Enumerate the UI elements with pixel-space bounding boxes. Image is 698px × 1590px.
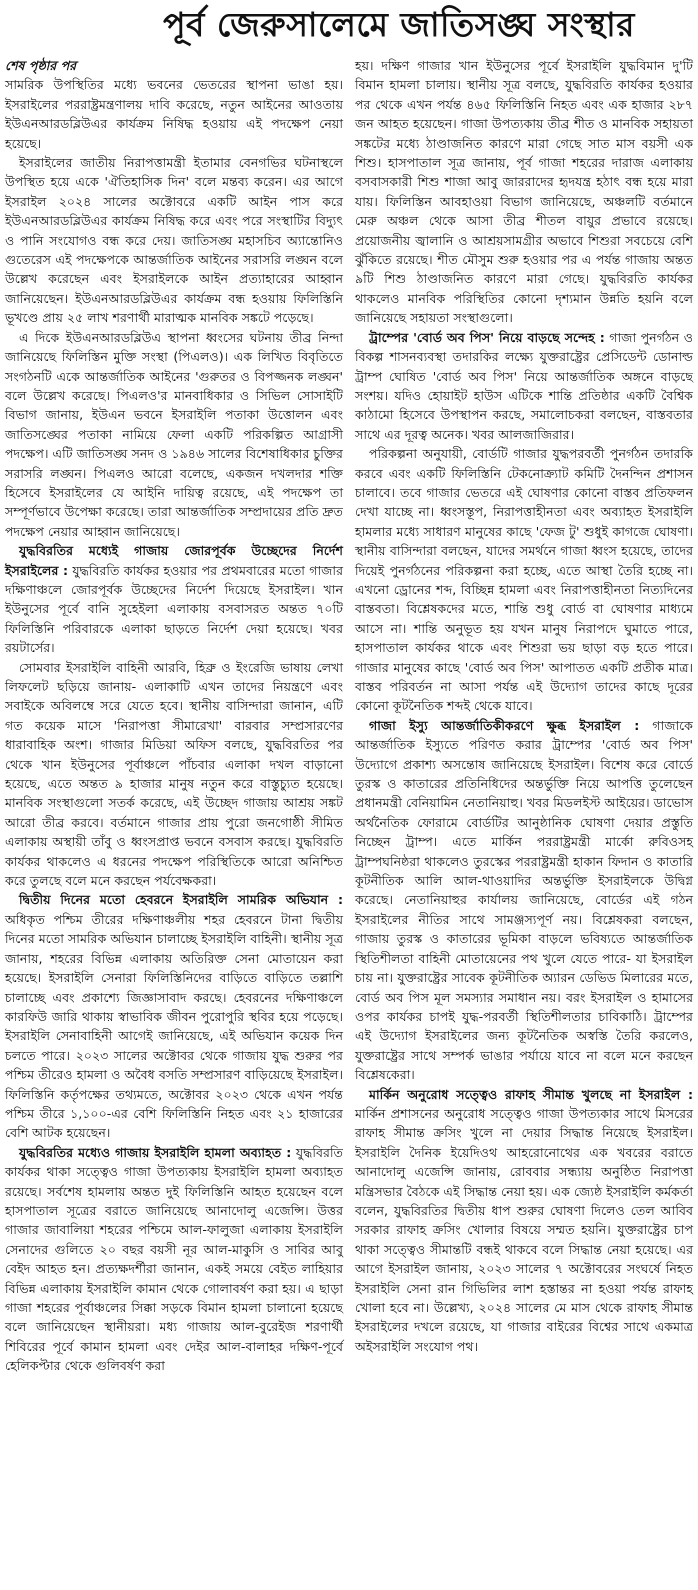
subhead: যুদ্ধবিরতির মধ্যেই গাজায় জোরপূর্বক উচ্ছেদের নির্দেশ ইসরাইলের : [5, 543, 343, 578]
subhead: ট্রাম্পের 'বোর্ড অব পিস' নিয়ে বাড়ছে সন্দেহ : [369, 329, 605, 345]
paragraph [5, 890, 343, 1142]
paragraph [355, 1085, 693, 1357]
paragraph [5, 153, 343, 328]
paragraph-text: গাজাকে আন্তর্জাতিক ইস্যুতে পরিণত করার ট্রাম্পের 'বোর্ড অব পিস' উদ্যোগে প্রকাশ্য অসন্তোষ জানিয়েছে ইসরাইল। বিশেষ করে বোর্ডে তুরস্ক ও কাতারের প্রতিনিধিদের অন্তর্ভুক্তি নিয়ে আপত্তি তুলেছেন প্রধানমন্ত্রী বেনিয়ামিন নেতানিয়াহু। খবর মিডলইস্ট আইয়ের। ডাভোস অর্থনৈতিক ফোরামে বোর্ডটির আনুষ্ঠানিক ঘোষণা দেয়ার প্রস্তুতি নিচ্ছেন ট্রাম্প। এতে মার্কিন পররাষ্ট্রমন্ত্রী মার্কো রুবিওসহ ট্রাম্পঘনিষ্ঠরা থাকলেও তুরস্কের পররাষ্ট্রমন্ত্রী হাকান ফিদান ও কাতারি কূটনীতিক আলি আল-থাওয়াদির অন্তর্ভুক্তি ইসরাইলকে উদ্বিগ্ন করেছে। নেতানিয়াহুর কার্যালয় জানিয়েছে, বোর্ডের এই গঠন ইসরাইলের নীতির সাথে সামঞ্জস্যপূর্ণ নয়। বিশ্লেষকরা বলছেন, গাজায় তুরস্ক ও কাতারের ভূমিকা বাড়লে ভবিষ্যতে আন্তর্জাতিক স্থিতিশীলতা বাহিনী মোতায়েনের পথ খুলে যেতে পারে- যা ইসরাইল চায় না। যুক্তরাষ্ট্রের সাবেক কূটনীতিক অ্যারন ডেভিড মিলারের মতে, বোর্ড অব পিস মূল সমস্যার সমাধান নয়। বরং ইসরাইল ও হামাসের ওপর কার্যকর চাপই যুদ্ধ-পরবর্তী স্থিতিশীলতার চাবিকাঠি। ট্রাম্পের এই উদ্যোগ ইসরাইলের জন্য কূটনৈতিক অস্বস্তি তৈরি করলেও, যুক্তরাষ্ট্রের সাথে সম্পর্ক ভাঙার পর্যায়ে যাবে না বলে মনে করছেন বিশ্লেষকেরা। [355, 717, 693, 1083]
continued-from-label: শেষ পৃষ্ঠার পর [5, 58, 77, 73]
paragraph [355, 444, 693, 716]
paragraph-text: অধিকৃত পশ্চিম তীরের দক্ষিণাঞ্চলীয় শহর হেবরনে টানা দ্বিতীয় দিনের মতো সামরিক অভিযান চালাচ্ছে ইসরাইলি বাহিনী। স্থানীয় সূত্র জানায়, শহরের বিভিন্ন এলাকায় অতিরিক্ত সেনা মোতায়েন করা হয়েছে। ইসরাইলি সেনারা ফিলিস্তিনিদের বাড়িতে বাড়িতে তল্লাশি চালাচ্ছে এবং প্রকাশ্যে জিজ্ঞাসাবাদ করছে। হেবরনের দক্ষিণাঞ্চলে কারফিউ জারি থাকায় স্বাভাবিক জীবন পুরোপুরি স্থবির হয়ে পড়েছে। ইসরাইলি সেনাবাহিনী আগেই জানিয়েছে, এই অভিযান কয়েক দিন চলতে পারে। ২০২৩ সালের অক্টোবর থেকে গাজায় যুদ্ধ শুরুর পর পশ্চিম তীরেও হামলা ও অবৈধ বসতি সম্প্রসারণ বাড়িয়েছে ইসরাইল। ফিলিস্তিনি কর্তৃপক্ষের তথ্যমতে, অক্টোবর ২০২৩ থেকে এখন পর্যন্ত পশ্চিম তীরে ১,১০০-এর বেশি ফিলিস্তিনি নিহত এবং ২১ হাজারের বেশি আটক হয়েছেন। [5, 911, 343, 1141]
paragraph [5, 541, 343, 657]
subhead: যুদ্ধবিরতির মধ্যেও গাজায় ইসরাইলি হামলা অব্যাহত : [19, 1144, 292, 1160]
paragraph [355, 716, 693, 1085]
paragraph-text: সোমবার ইসরাইলি বাহিনী আরবি, হিব্রু ও ইংরেজি ভাষায় লেখা লিফলেট ছড়িয়ে জানায়- এলাকাটি এখন তাদের নিয়ন্ত্রণে এবং সবাইকে অবিলম্বে সরে যেতে হবে। স্থানীয় বাসিন্দারা জানান, এটি গত কয়েক মাসে 'নিরাপত্তা সীমারেখা' বারবার সম্প্রসারণের ধারাবাহিক অংশ। গাজার মিডিয়া অফিস বলছে, যুদ্ধবিরতির পর থেকে খান ইউনুসের পূর্বাঞ্চলে পাঁচবার এলাকা দখল বাড়ানো হয়েছে, এতে অন্তত ৯ হাজার মানুষ নতুন করে বাস্তুচ্যুত হয়েছে। মানবিক সংস্থাগুলো সতর্ক করেছে, এই উচ্ছেদ গাজায় আশ্রয় সঙ্কট আরো তীব্র করবে। বর্তমানে গাজার প্রায় পুরো জনগোষ্ঠী সীমিত এলাকায় অস্থায়ী তাঁবু ও ধ্বংসপ্রাপ্ত ভবনে বসবাস করছে। যুদ্ধবিরতি কার্যকর থাকলেও এ ধরনের পদক্ষেপ পরিস্থিতিকে আরো অনিশ্চিত করে তুলছে বলে মনে করছেন পর্যবেক্ষকরা। [5, 659, 343, 889]
left-column [5, 56, 343, 1376]
paragraph [5, 658, 343, 891]
paragraph-text: পরিকল্পনা অনুযায়ী, বোর্ডটি গাজার যুদ্ধপরবর্তী পুনর্গঠন তদারকি করবে এবং একটি ফিলিস্তিনি টেকনোক্র্যাট কমিটি দৈনন্দিন প্রশাসন চালাবে। তবে গাজার ভেতরে এই ঘোষণার কোনো বাস্তব প্রতিফলন দেখা যাচ্ছে না। ধ্বংসস্তূপ, নিরাপত্তাহীনতা এবং অব্যাহত ইসরাইলি হামলার মধ্যে সাধারণ মানুষের কাছে 'ফেজ টু' শুধুই কাগজে ঘোষণা। স্থানীয় বাসিন্দারা বলছেন, যাদের সমর্থনে গাজা ধ্বংস হয়েছে, তাদের দিয়েই পুনর্গঠনের পরিকল্পনা করা হচ্ছে, এতে আস্থা তৈরি হচ্ছে না। এখনো ড্রোনের শব্দ, বিচ্ছিন্ন হামলা এবং নিরাপত্তাহীনতা নিত্যদিনের বাস্তবতা। বিশ্লেষকদের মতে, শান্তি শুধু বোর্ড বা ঘোষণার মাধ্যমে আসে না। শান্তি অনুভূত হয় যখন মানুষ নিরাপদে ঘুমাতে পারে, হাসপাতাল কার্যকর থাকে এবং শিশুরা ভয় ছাড়া বড় হতে পারে। গাজার মানুষের কাছে 'বোর্ড অব পিস' আপাতত একটি প্রতীক মাত্র। বাস্তব পরিবর্তন না আসা পর্যন্ত এই উদ্যোগ তাদের কাছে দূরের কোনো কূটনৈতিক শব্দই থেকে যাবে। [355, 446, 693, 714]
paragraph-text: যুদ্ধবিরতি কার্যকর থাকা সত্ত্বেও গাজা উপত্যকায় ইসরাইলি হামলা অব্যাহত রয়েছে। সর্বশেষ হামলায় অন্তত দুই ফিলিস্তিনি আহত হয়েছেন বলে হাসপাতাল সূত্রের বরাতে জানিয়েছে আনাদোলু এজেন্সি। উত্তর গাজার জাবালিয়া শহরের পশ্চিমে আল-ফালুজা এলাকায় ইসরাইলি সেনাদের গুলিতে ২০ বছর বয়সী নূর আল-মাকুসি ও সাবির আবু বেইদ আহত হন। প্রত্যক্ষদর্শীরা জানান, একই সময়ে বেইত লাহিয়ার বিভিন্ন এলাকায় ইসরাইলি কামান থেকে গোলাবর্ষণ করা হয়। এ ছাড়া গাজা শহরের পূর্বাঞ্চলের সিক্কা সড়কে বিমান হামলা চালানো হয়েছে বলে জানিয়েছেন স্থানীয়রা। মধ্য গাজায় আল-বুরেইজ শরণার্থী শিবিরের পূর্বে কামান হামলা এবং দেইর আল-বালাহর দক্ষিণ-পূর্বে হেলিকপ্টার থেকে গুলিবর্ষণ করা [5, 1144, 343, 1374]
paragraph [5, 328, 343, 541]
subhead: দ্বিতীয় দিনের মতো হেবরনে ইসরাইলি সামরিক অভিযান : [19, 892, 343, 908]
paragraph-text: হয়। দক্ষিণ গাজার খান ইউনুসের পূর্বে ইসরাইলি যুদ্ধবিমান দু'টি বিমান হামলা চালায়। স্থানীয় সূত্র বলছে, যুদ্ধবিরতি কার্যকর হওয়ার পর থেকে এখন পর্যন্ত ৪৬৫ ফিলিস্তিনি নিহত এবং এক হাজার ২৮৭ জন আহত হয়েছেন। গাজা উপত্যকায় তীব্র শীত ও মানবিক সহায়তা সঙ্কটের মধ্যে ঠাণ্ডাজনিত কারণে মারা গেছে সাত মাস বয়সী এক শিশু। হাসপাতাল সূত্র জানায়, পূর্ব গাজা শহরের দারাজ এলাকায় বসবাসকারী শিশু শাজা আবু জাররাদের হৃদযন্ত্র হঠাৎ বন্ধ হয়ে মারা যায়। ফিলিস্তিন আবহাওয়া বিভাগ জানিয়েছে, অঞ্চলটি বর্তমানে মেরু অঞ্চল থেকে আসা তীব্র শীতল বায়ুর প্রভাবে রয়েছে। প্রয়োজনীয় জ্বালানি ও আশ্রয়সামগ্রীর অভাবে শিশুরা সবচেয়ে বেশি ঝুঁকিতে রয়েছে। শীত মৌসুম শুরু হওয়ার পর এ পর্যন্ত গাজায় অন্তত ৯টি শিশু ঠাণ্ডাজনিত কারণে মারা গেছে। যুদ্ধবিরতি কার্যকর থাকলেও মানবিক পরিস্থিতির কোনো দৃশ্যমান উন্নতি হয়নি বলে জানিয়েছে সহায়তা সংস্থাগুলো। [355, 58, 693, 326]
paragraph-text: গাজা পুনর্গঠন ও বিকল্প শাসনব্যবস্থা তদারকির লক্ষ্যে যুক্তরাষ্ট্রের প্রেসিডেন্ট ডোনাল্ড ট্রাম্প ঘোষিত 'বোর্ড অব পিস' নিয়ে আন্তর্জাতিক অঙ্গনে বাড়ছে সংশয়। যদিও হোয়াইট হাউস এটিকে শান্তি প্রতিষ্ঠার একটি বৈশ্বিক কাঠামো হিসেবে উপস্থাপন করছে, সমালোচকরা বলছেন, বাস্তবতার সাথে এর দূরত্ব অনেক। খবর আলজাজিরার। [355, 329, 693, 442]
right-column [355, 56, 693, 1376]
subhead: মার্কিন অনুরোধ সত্ত্বেও রাফাহ সীমান্ত খুলছে না ইসরাইল : [369, 1086, 693, 1102]
paragraph-text: মার্কিন প্রশাসনের অনুরোধ সত্ত্বেও গাজা উপত্যকার সাথে মিসরের রাফাহ সীমান্ত ক্রসিং খুলে না দেয়ার সিদ্ধান্ত নিয়েছে ইসরাইল। ইসরাইলি দৈনিক ইয়েদিওথ আহরোনোথের এক খবরের বরাতে আনাদোলু এজেন্সি জানায়, রোববার সন্ধ্যায় অনুষ্ঠিত নিরাপত্তা মন্ত্রিসভার বৈঠকে এই সিদ্ধান্ত নেয়া হয়। এক জ্যেষ্ঠ ইসরাইলি কর্মকর্তা বলেন, যুদ্ধবিরতির দ্বিতীয় ধাপ শুরুর ঘোষণা দিলেও তেল আবিব সরকার রাফাহ ক্রসিং খোলার বিষয়ে সম্মত হয়নি। যুক্তরাষ্ট্রের চাপ থাকা সত্ত্বেও সীমান্তটি বন্ধই থাকবে বলে সিদ্ধান্ত নেয়া হয়েছে। এর আগে ইসরাইল জানায়, ২০২৩ সালের ৭ অক্টোবরের সংঘর্ষে নিহত ইসরাইলি সেনা রান গিভিলির লাশ হস্তান্তর না হওয়া পর্যন্ত রাফাহ খোলা হবে না। উল্লেখ্য, ২০২৪ সালের মে মাস থেকে রাফাহ সীমান্ত ইসরাইলের দখলে রয়েছে, যা গাজার বাইরের বিশ্বের সাথে একমাত্র অইসরাইলি সংযোগ পথ। [355, 1105, 693, 1354]
paragraph-text: এ দিকে ইউএনআরডব্লিউএ স্থাপনা ধ্বংসের ঘটনায় তীব্র নিন্দা জানিয়েছে ফিলিস্তিন মুক্তি সংস্থা (পিএলও)। এক লিখিত বিবৃতিতে সংগঠনটি একে আন্তর্জাতিক আইনের 'গুরুতর ও বিপজ্জনক লঙ্ঘন' বলে উল্লেখ করেছে। পিএলও'র মানবাধিকার ও সিভিল সোসাইটি বিভাগ জানায়, ইউএন ভবনে ইসরাইলি পতাকা উত্তোলন এবং জাতিসঙ্ঘের পতাকা নামিয়ে ফেলা একটি পরিকল্পিত আগ্রাসী পদক্ষেপ। এটি জাতিসঙ্ঘ সনদ ও ১৯৪৬ সালের বিশেষাধিকার চুক্তির সরাসরি লঙ্ঘন। পিএলও আরো বলেছে, একজন দখলদার শক্তি হিসেবে ইসরাইলের যে আইনি দায়িত্ব রয়েছে, এই পদক্ষেপ তা সম্পূর্ণভাবে উপেক্ষা করেছে। তারা আন্তর্জাতিক সম্প্রদায়ের প্রতি দ্রুত পদক্ষেপ নেয়ার আহ্বান জানিয়েছে। [5, 329, 343, 539]
paragraph [355, 328, 693, 444]
headline: পূর্ব জেরুসালেমে জাতিসঙ্ঘ সংস্থার [163, 5, 635, 44]
paragraph-text: ইসরাইলের জাতীয় নিরাপত্তামন্ত্রী ইতামার বেনগভির ঘটনাস্থলে উপস্থিত হয়ে একে 'ঐতিহাসিক দিন' বলে মন্তব্য করেন। এর আগে ইসরাইল ২০২৪ সালের অক্টোবরে একটি আইন পাস করে ইউএনআরডব্লিউএর কার্যক্রম নিষিদ্ধ করে এবং পরে সংস্থাটির বিদ্যুৎ ও পানি সংযোগও বন্ধ করে দেয়। জাতিসঙ্ঘ মহাসচিব অ্যান্তোনিও গুতেরেস এই পদক্ষেপকে আন্তর্জাতিক আইনের সরাসরি লঙ্ঘন বলে উল্লেখ করেছেন এবং ইসরাইলকে আইন প্রত্যাহারের আহ্বান জানিয়েছেন। ইউএনআরডব্লিউএর কার্যক্রম বন্ধ হওয়ায় ফিলিস্তিনি ভূখণ্ডে প্রায় ২৫ লাখ শরণার্থী মারাত্মক মানবিক সঙ্কটে পড়েছে। [5, 155, 343, 326]
article-body [0, 50, 698, 1376]
subhead: গাজা ইস্যু আন্তর্জাতিকীকরণে ক্ষুব্ধ ইসরাইল : [369, 717, 640, 733]
paragraph [355, 56, 693, 328]
paragraph [5, 75, 343, 153]
paragraph-text: সামরিক উপস্থিতির মধ্যে ভবনের ভেতরের স্থাপনা ভাঙা হয়। ইসরাইলের পররাষ্ট্রমন্ত্রণালয় দাবি করেছে, নতুন আইনের আওতায় ইউএনআরডব্লিউএর কার্যক্রম নিষিদ্ধ হওয়ায় এই পদক্ষেপ নেয়া হয়েছে। [5, 77, 343, 151]
paragraph [5, 1143, 343, 1376]
paragraph-text: যুদ্ধবিরতি কার্যকর হওয়ার পর প্রথমবারের মতো গাজার দক্ষিণাঞ্চলে জোরপূর্বক উচ্ছেদের নির্দেশ দিয়েছে ইসরাইল। খান ইউনুসের পূর্বে বানি সুহেইলা এলাকায় বসবাসরত অন্তত ৭০টি ফিলিস্তিনি পরিবারকে এলাকা ছাড়তে নির্দেশ দেয়া হয়েছে। খবর রয়টার্সের। [5, 562, 343, 656]
